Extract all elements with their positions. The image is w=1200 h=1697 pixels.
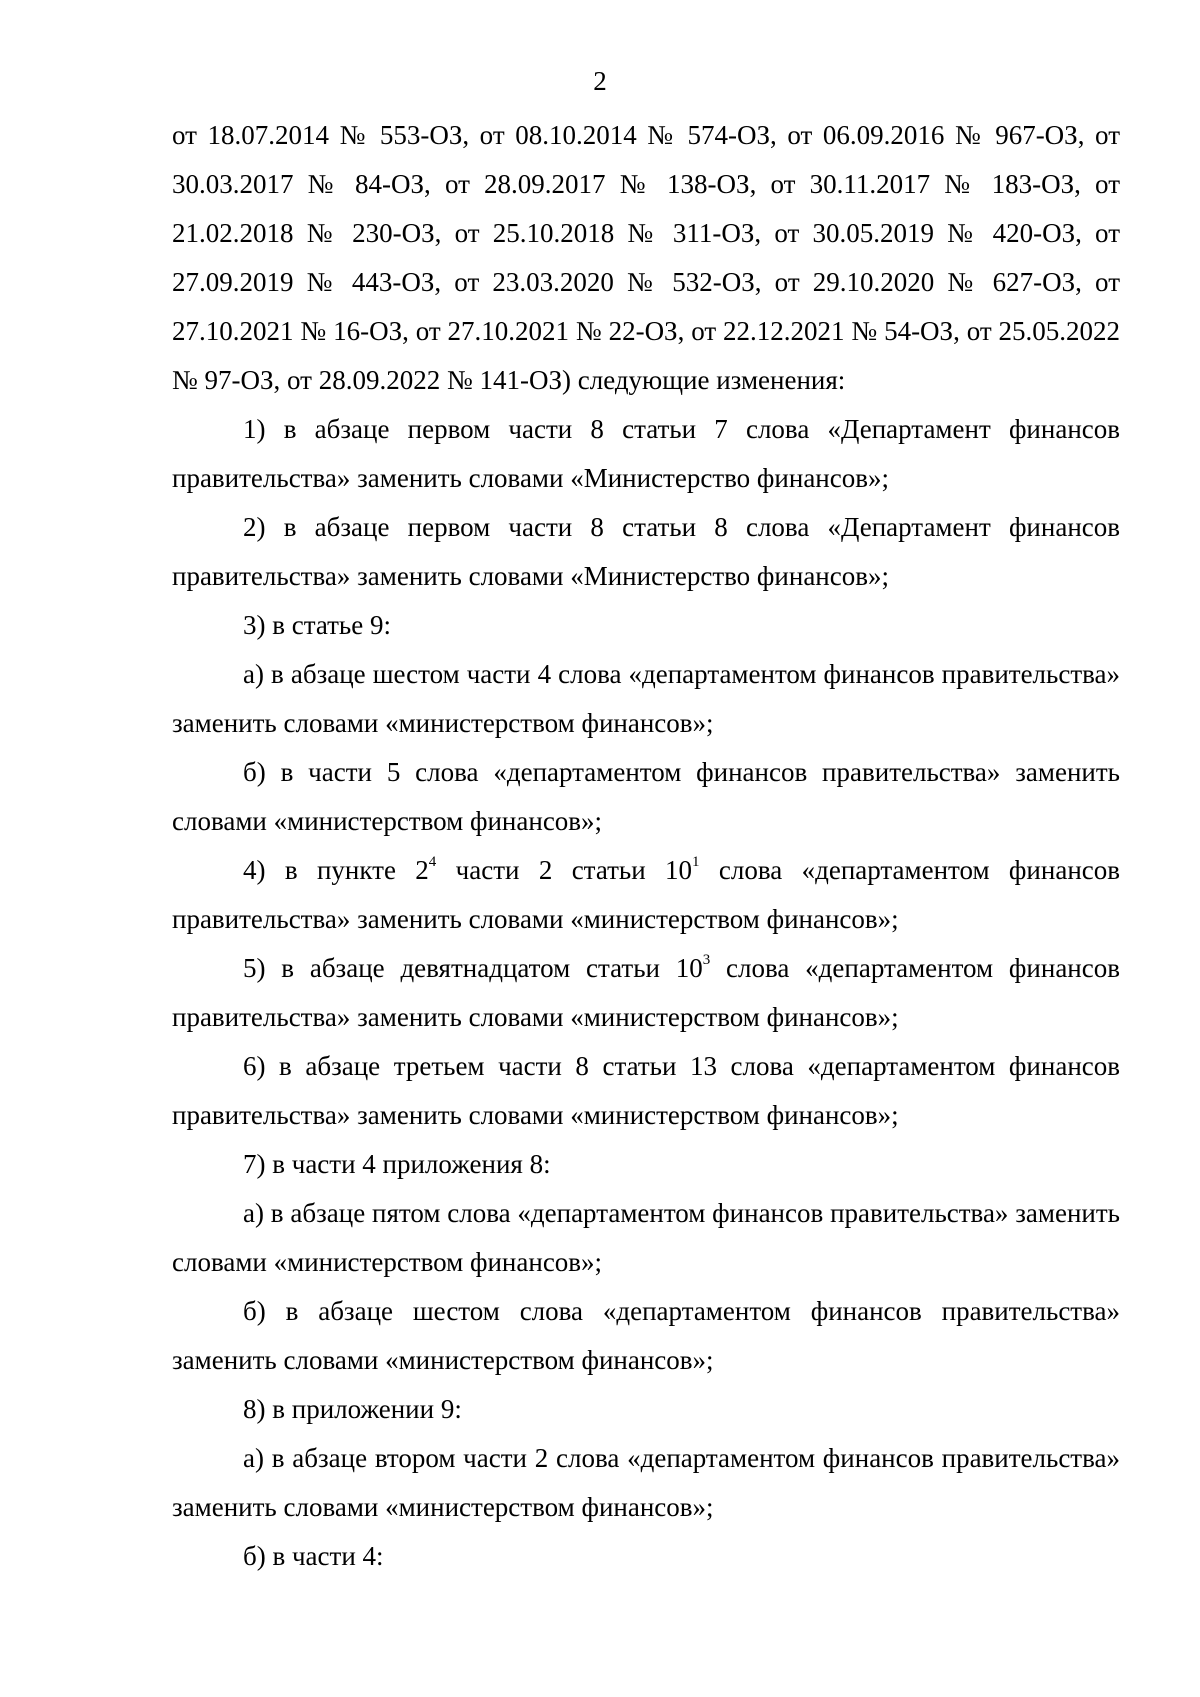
- page-number: 2: [593, 66, 607, 96]
- amendment-item-8a: а) в абзаце втором части 2 слова «департаментом финансов правительства» заменить словами «министерством финансов»;: [172, 1443, 1120, 1522]
- item-4-superscript-1: 4: [428, 854, 437, 870]
- amendment-item-3a: а) в абзаце шестом части 4 слова «департаментом финансов правительства» заменить словами «министерством финансов»;: [172, 659, 1120, 738]
- amendment-item-5: [172, 944, 1120, 1042]
- item-4-text-part3: слова «департаментом финансов правительства» заменить словами «министерством финансов»;: [172, 855, 1120, 934]
- amendment-item-3: 3) в статье 9:: [243, 610, 391, 640]
- amendment-item-1: 1) в абзаце первом части 8 статьи 7 слова «Департамент финансов правительства» заменить словами «Министерство финансов»;: [172, 414, 1120, 493]
- amendment-item-7a: а) в абзаце пятом слова «департаментом финансов правительства» заменить словами «министерством финансов»;: [172, 1198, 1120, 1277]
- amendment-item-7b: б) в абзаце шестом слова «департаментом финансов правительства» заменить словами «министерством финансов»;: [172, 1296, 1120, 1375]
- amendment-item-2: 2) в абзаце первом части 8 статьи 8 слова «Департамент финансов правительства» заменить словами «Министерство финансов»;: [172, 512, 1120, 591]
- item-4-text-part2: части 2 статьи 10: [436, 855, 693, 885]
- document-body: [172, 111, 1120, 1581]
- amendment-item-7: 7) в части 4 приложения 8:: [243, 1149, 551, 1179]
- intro-paragraph: от 18.07.2014 № 553-ОЗ, от 08.10.2014 № 574-ОЗ, от 06.09.2016 № 967-ОЗ, от 30.03.2017 № 84-ОЗ, от 28.09.2017 № 138-ОЗ, от 30.11.2017 № 183-ОЗ, от 21.02.2018 № 230-ОЗ, от 25.10.2018 № 311-ОЗ, от 30.05.2019 № 420-ОЗ, от 27.09.2019 № 443-ОЗ, от 23.03.2020 № 532-ОЗ, от 29.10.2020 № 627-ОЗ, от 27.10.2021 № 16-ОЗ, от 27.10.2021 № 22-ОЗ, от 22.12.2021 № 54-ОЗ, от 25.05.2022 № 97-ОЗ, от 28.09.2022 № 141-ОЗ) следующие изменения:: [172, 120, 1120, 395]
- amendment-item-8b: б) в части 4:: [243, 1541, 384, 1571]
- amendment-item-3b: б) в части 5 слова «департаментом финансов правительства» заменить словами «министерством финансов»;: [172, 757, 1120, 836]
- item-4-superscript-2: 1: [692, 854, 700, 870]
- item-4-text-part1: 4) в пункте 2: [243, 855, 429, 885]
- item-5-text-part2: слова «департаментом финансов правительства» заменить словами «министерством финансов»;: [172, 953, 1120, 1032]
- item-5-superscript-1: 3: [702, 952, 711, 968]
- amendment-item-8: 8) в приложении 9:: [243, 1394, 462, 1424]
- amendment-item-4: [172, 846, 1120, 944]
- amendment-item-6: 6) в абзаце третьем части 8 статьи 13 слова «департаментом финансов правительства» заменить словами «министерством финансов»;: [172, 1051, 1120, 1130]
- item-5-text-part1: 5) в абзаце девятнадцатом статьи 10: [243, 953, 703, 983]
